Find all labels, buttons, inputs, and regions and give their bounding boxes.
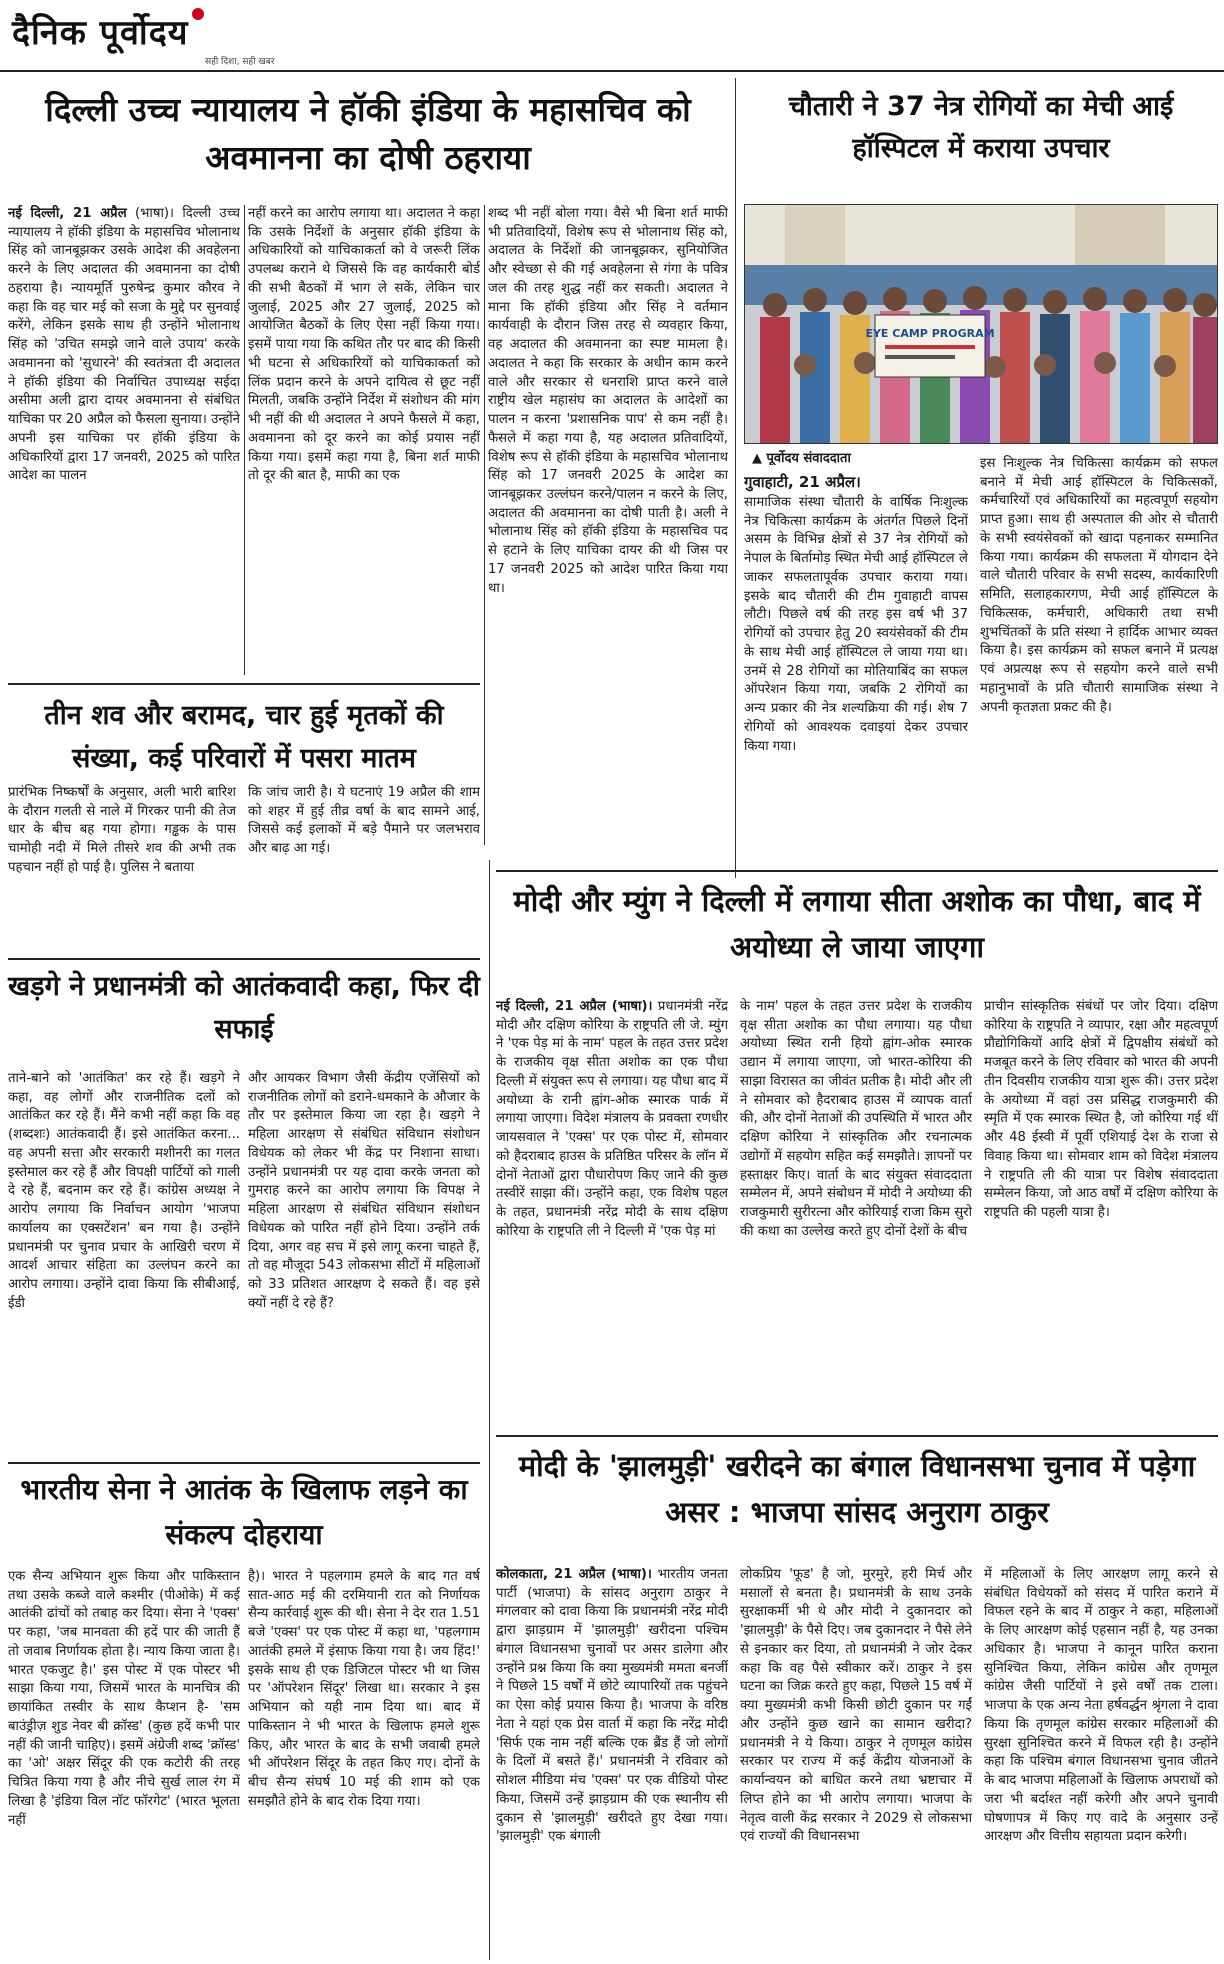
byline-triangle-icon: ▲: [752, 451, 767, 465]
story-divider: [8, 1462, 480, 1464]
story7-column-2: लोकप्रिय 'फूड' है जो, मुरमुरे, हरी मिर्च और मसालों से बनता है। प्रधानमंत्री के साथ उनके सुरक्षाकर्मी भी थे और मोदी ने दुकानदार को 'झालमुड़ी' के पैसे दिए। जब दुकानदार ने पैसे लेने से इनकार कर दिया, तो प्रधानमंत्री ने जोर देकर कहा कि वह पैसे स्वीकार करें। ठाकुर ने इस घटना का जिक्र करते हुए कहा, पिछले 15 वर्ष में क्या मुख्यमंत्री कभी किसी छोटी दुकान पर गईं और उन्होंने कुछ खाने का सामान खरीदा? प्रधानमंत्री ने ये किया। ठाकुर ने तृणमूल कांग्रेस सरकार पर राज्य में कई केंद्रीय योजनाओं के कार्यान्वयन को बाधित करने तथा भ्रष्टाचार में लिप्त होने का भी आरोप लगाया। भाजपा के नेतृत्व वाली केंद्र सरकार ने 2029 से लोकसभा एवं राज्यों की विधानसभा: [740, 1567, 972, 1845]
story3-column-2: कि जांच जारी है। ये घटनाएं 19 अप्रैल की शाम को शहर में हुई तीव्र वर्षा के बाद सामने आई, जिससे कई इलाकों में बड़े पैमाने पर जलभराव और बाढ़ आ गई।: [248, 785, 480, 857]
group-photo-image: [745, 205, 1218, 444]
newspaper-logo: दैनिक पूर्वोदय: [12, 8, 204, 54]
story1-column-3: शब्द भी नहीं बोला गया। वैसे भी बिना शर्त माफी भी प्रतिवादियों, विशेष रूप से भोलानाथ सिंह को, अदालत के निर्देशों की जानबूझकर, सुनियोजित और स्वेच्छा से की गई अवहेलना से गंगा के पवित्र जल की तरह शुद्ध नहीं कर सकती। अदालत ने माना कि हॉकी इंडिया और सिंह ने वर्तमान कार्यवाही के दौरान जिस तरह से व्यवहार किया, वह अदालत की अवमानना का स्पष्ट मामला है। अदालत ने कहा कि सरकार के अधीन काम करने वाले और सरकार से धनराशि प्राप्त करने वाले राष्ट्रीय खेल महासंघ का अदालत के आदेशों का पालन न करना 'प्रशासनिक पाप' से कम नहीं है। फैसले में कहा गया है, यह अदालत प्रतिवादियों, विशेष रूप से हॉकी इंडिया के महासचिव भोलानाथ सिंह को 17 जनवरी 2025 के आदेश का जानबूझकर उल्लंघन करने/पालन न करने के लिए, अदालत की अवमानना का दोषी पाती है। अली ने भोलानाथ सिंह को हॉकी इंडिया के महासचिव पद से हटाने के लिए याचिका दायर की थी जिस पर 17 जनवरी 2025 को आदेश पारित किया गया था।: [488, 206, 728, 596]
story7-dateline: कोलकाता, 21 अप्रैल (भाषा)।: [496, 1567, 652, 1582]
story1-column-1: [8, 205, 240, 675]
story2-byline-text: पूर्वोदय संवाददाता: [766, 451, 851, 465]
story-divider: [496, 870, 1218, 872]
story7-text-1: भारतीय जनता पार्टी (भाजपा) के सांसद अनुराग ठाकुर ने मंगलवार को दावा किया कि प्रधानमंत्री नरेंद्र मोदी द्वारा झाड़ग्राम में 'झालमुड़ी' खरीदना पश्चिम बंगाल विधानसभा चुनावों पर असर डालेगा और उन्होंने प्रश्न किया कि क्या मुख्यमंत्री ममता बनर्जी ने पिछले 15 वर्षों में छोटे व्यापारियों तक पहुंचने का ऐसा कोई प्रयास किया है। भाजपा के वरिष्ठ नेता ने यहां एक प्रेस वार्ता में कहा कि नरेंद्र मोदी 'सिर्फ एक नाम नहीं बल्कि एक ब्रैंड हैं जो लोगों के दिलों में बसते हैं।' प्रधानमंत्री ने रविवार को सोशल मीडिया मंच 'एक्स' पर एक वीडियो पोस्ट किया, जिसमें उन्हें झाड़ग्राम की एक स्थानीय सी दुकान से 'झालमुड़ी' खरीदते हुए देखा गया। 'झालमुड़ी' एक बंगाली: [496, 1567, 728, 1845]
masthead: [0, 0, 1224, 72]
story4-column-1: ताने-बाने को 'आतंकित' कर रहे हैं। खड़गे ने कहा, वह लोगों और राजनीतिक दलों को आतंकित कर रहे हैं। मैंने कभी नहीं कहा कि वह (शब्दशः) आतंकवादी हैं। इसे आतंकित करना... वह अपनी सत्ता और सरकारी मशीनरी का गलत इस्तेमाल कर रहे हैं और विपक्षी पार्टियों को गाली दे रहे हैं, बदनाम कर रहे हैं। कांग्रेस अध्यक्ष ने आरोप लगाया कि निर्वाचन आयोग 'भाजपा कार्यालय का एक्सटेंशन' बन गया है। उन्होंने प्रधानमंत्री पर चुनाव प्रचार के आखिरी चरण में आदर्श आचार संहिता का उल्लंघन करने का आरोप लगाया। उन्होंने दावा किया कि सीबीआई, ईडी: [8, 1071, 240, 1311]
story5-column-1: [496, 998, 728, 1428]
story7-headline: मोदी के 'झालमुड़ी' खरीदने का बंगाल विधानसभा चुनाव में पड़ेगा असर : भाजपा सांसद अनुराग ठाकुर: [518, 1449, 1196, 1530]
tagline: सही दिशा, सही खबर: [205, 57, 275, 67]
story5-column-3: प्राचीन सांस्कृतिक संबंधों पर जोर दिया। दक्षिण कोरिया के राष्ट्रपति ने व्यापार, रक्षा और महत्वपूर्ण प्रौद्योगिकियों आदि क्षेत्रों में द्विपक्षीय संबंधों को मजबूत करने के लिए रविवार को भारत की अपनी तीन दिवसीय राजकीय यात्रा शुरू की। उत्तर प्रदेश के अयोध्या में वहां उस प्रसिद्ध राजकुमारी की स्मृति में एक स्मारक स्थित है, जो कोरिया गई थीं और 48 ईस्वी में पूर्वी एशियाई देश के राजा से विवाह किया था। सोमवार शाम को विदेश मंत्रालय ने राष्ट्रपति ली की यात्रा पर विशेष संवाददाता सम्मेलन किया, जो आठ वर्षों में दक्षिण कोरिया के राष्ट्रपति की पहली यात्रा है।: [984, 999, 1218, 1221]
story1-text-1: (भाषा)। दिल्ली उच्च न्यायालय ने हॉकी इंडिया के महासचिव भोलानाथ सिंह को जानबूझकर उसके आदेश की अवहेलना करने के लिए अदालत की अवमानना का दोषी ठहराया है। न्यायमूर्ति पुरुषेन्द्र कुमार कौरव ने कहा कि वह चार मई को सजा के मुद्दे पर सुनवाई करेंगे, लेकिन इसके साथ ही उन्होंने भोलानाथ सिंह को 'उचित समझे जाने वाले उपाय' करके अवमानना को 'सुधारने' की स्वतंत्रता दी अदालत ने हॉकी इंडिया की निर्वाचित उपाध्यक्ष सईदा असीमा अली द्वारा दायर अवमानना से संबंधित याचिका पर 20 अप्रैल को फैसला सुनाया। उन्होंने अपनी इस याचिका पर हॉकी इंडिया के अधिकारियों द्वारा 17 जनवरी, 2025 को पारित आदेश का पालन: [8, 206, 240, 484]
story4-column-2: और आयकर विभाग जैसी केंद्रीय एजेंसियों को राजनीतिक लोगों को डराने-धमकाने के औजार के तौर पर इस्तेमाल किया जा रहा है। खड़गे ने महिला आरक्षण से संबंधित संविधान संशोधन विधेयक को लेकर भी केंद्र पर निशाना साधा। उन्होंने प्रधानमंत्री पर यह दावा करके जनता को गुमराह करने का आरोप लगाया कि विपक्ष ने महिला आरक्षण से संबंधित संविधान संशोधन विधेयक को पारित नहीं होने दिया। उन्होंने तर्क दिया, अगर वह सच में इसे लागू करना चाहते हैं, तो वह मौजूदा 543 लोकसभा सीटों में महिलाओं को 33 प्रतिशत आरक्षण दे सकते हैं। वह इसे क्यों नहीं दे रहे हैं?: [248, 1071, 480, 1311]
story3-headline: तीन शव और बरामद, चार हुई मृतकों की संख्या, कई परिवारों में पसरा मातम: [44, 700, 444, 775]
story5-dateline: नई दिल्ली, 21 अप्रैल (भाषा)।: [496, 999, 653, 1014]
column-rule: [735, 78, 736, 878]
photo-banner-text: EYE CAMP PROGRAM: [865, 327, 995, 340]
column-rule: [484, 205, 485, 845]
column-rule: [489, 860, 490, 1960]
story2-dateline: गुवाहाटी, 21 अप्रैल।: [744, 473, 861, 491]
story6-column-2: है)। भारत ने पहलगाम हमले के बाद गत वर्ष सात-आठ मई की दरमियानी रात को निर्णायक सैन्य कार्रवाई शुरू की थी। सेना ने देर रात 1.51 बजे 'एक्स' पर एक पोस्ट में कहा था, 'पहलगाम आतंकी हमले में इंसाफ किया गया है। जय हिंद!' इसके साथ ही एक डिजिटल पोस्टर भी था जिस पर 'ऑपरेशन सिंदूर' लिखा था। सरकार ने इस अभियान को यही नाम दिया था। बाद में पाकिस्तान ने भी भारत के खिलाफ हमले शुरू किए, और भारत के बाद के सभी जवाबी हमले भी ऑपरेशन सिंदूर के तहत किए गए। दोनों के बीच सैन्य संघर्ष 10 मई की शाम को एक समझौते होने के बाद रोक दिया गया।: [248, 1569, 480, 1809]
story5-headline: मोदी और म्युंग ने दिल्ली में लगाया सीता अशोक का पौधा, बाद में अयोध्या ले जाया जाएगा: [513, 884, 1201, 965]
logo-dot-icon: [192, 8, 204, 20]
story2-column-2: इस निःशुल्क नेत्र चिकित्सा कार्यक्रम को सफल बनाने में मेची आई हॉस्पिटल के चिकित्सकों, कर्मचारियों एवं अधिकारियों का महत्वपूर्ण सहयोग प्राप्त हुआ। साथ ही अस्पताल की ओर से चौतारी के सभी स्वयंसेवकों को खादा पहनाकर सम्मानित किया गया। कार्यक्रम की सफलता में योगदान देने वाले चौतारी परिवार के सभी सदस्य, कार्यकारिणी समिति, सलाहकारगण, मेची आई हॉस्पिटल के चिकित्सक, कर्मचारी, अधिकारी तथा सभी शुभचिंतकों के प्रति संस्था ने हार्दिक आभार व्यक्त किया है। इस कार्यक्रम को सफल बनाने में प्रत्यक्ष एवं अप्रत्यक्ष रूप से सहयोग करने वाले सभी महानुभावों के प्रति चौतारी सामाजिक संस्था ने अपनी कृतज्ञता प्रकट की है।: [980, 456, 1218, 715]
story2-headline: चौतारी ने 37 नेत्र रोगियों का मेची आई हॉस्पिटल में कराया उपचार: [788, 91, 1174, 164]
story6-column-1: एक सैन्य अभियान शुरू किया और पाकिस्तान तथा उसके कब्जे वाले कश्मीर (पीओके) में कई आतंकी ढांचों को तबाह कर दिया। सेना ने 'एक्स' पर कहा, 'जब मानवता की हदें पार की जाती हैं तो जवाब निर्णायक होता है। न्याय किया जाता है। भारत एकजुट है।' इस पोस्ट में एक पोस्टर भी साझा किया गया, जिसमें भारत के मानचित्र की छायांकित तस्वीर के साथ कैप्शन है- 'सम बाउंड्रीज़ शुड नेवर बी क्रॉस्ड' (कुछ हदें कभी पार नहीं की जानी चाहिए)। इसमें अंग्रेजी शब्द 'क्रॉस्ड' का 'ओ' अक्षर सिंदूर की एक कटोरी की तरह चित्रित किया गया है और नीचे सुर्ख लाल रंग में लिखा है 'इंडिया विल नॉट फॉरगेट' (भारत भूलता नहीं: [8, 1569, 240, 1828]
story-divider: [496, 1435, 1218, 1437]
story6-headline: भारतीय सेना ने आतंक के खिलाफ लड़ने का संकल्प दोहराया: [20, 1473, 468, 1551]
story4-headline: खड़गे ने प्रधानमंत्री को आतंकवादी कहा, फिर दी सफाई: [8, 971, 480, 1046]
story7-column-1: [496, 1566, 728, 1958]
story-divider: [8, 958, 480, 960]
eye-camp-group-photo: [744, 204, 1218, 444]
story3-column-1: प्रारंभिक निष्कर्षों के अनुसार, अली भारी बारिश के दौरान गलती से नाले में गिरकर पानी की तेज धार के बीच बह गया होगा। गड्ढक के पास चामोही नदी में मिले तीसरे शव की अभी तक पहचान नहीं हो पाई है। पुलिस ने बताया: [8, 785, 236, 875]
story1-column-2: नहीं करने का आरोप लगाया था। अदालत ने कहा कि उसके निर्देशों के अनुसार हॉकी इंडिया के अधिकारियों को याचिकाकर्ता को वे जरूरी लिंक उपलब्ध कराने थे जिससे कि वह कार्यकारी बोर्ड की सभी बैठकों में भाग ले सकें, लेकिन चार जुलाई, 2025 और 27 जुलाई, 2025 को आयोजित बैठकों के लिए ऐसा नहीं किया गया। इसमें पाया गया कि कथित तौर पर बाद की किसी भी घटना से अधिकारियों को याचिकाकर्ता को लिंक प्रदान करने के अपने दायित्व से छूट नहीं मिलती, जबकि उन्होंने निर्देश में संशोधन की मांग भी नहीं की थी अदालत ने अपने फैसले में कहा, अवमानना को दूर करने का कोई प्रयास नहीं किया गया। इसमें कहा गया है, बिना शर्त माफी तो दूर की बात है, माफी का एक: [248, 206, 480, 484]
story5-column-2: के नाम' पहल के तहत उत्तर प्रदेश के राजकीय वृक्ष सीता अशोक का पौधा लगाया। यह पौधा अयोध्या स्थित रानी हियो ह्वांग-ओक स्मारक उद्यान में लगाया जाएगा, जो भारत-कोरिया की साझा विरासत का जीवंत प्रतीक है। मोदी और ली ने सोमवार को हैदराबाद हाउस में व्यापक वार्ता की, और दोनों नेताओं की उपस्थिति में भारत और दक्षिण कोरिया ने सांस्कृतिक और रचनात्मक उद्योगों में सहयोग सहित कई समझौते। ज्ञापनों पर हस्ताक्षर किए। वार्ता के बाद संयुक्त संवाददाता सम्मेलन में, अपने संबोधन में मोदी ने अयोध्या की राजकुमारी सुरीरत्ना और कोरियाई राजा किम सुरो की कथा का उल्लेख करते हुए दोनों देशों के बीच: [740, 999, 972, 1239]
story1-dateline: नई दिल्ली, 21 अप्रैल: [8, 206, 127, 221]
story2-byline: [752, 450, 968, 465]
story5-text-1: प्रधानमंत्री नरेंद्र मोदी और दक्षिण कोरिया के राष्ट्रपति ली जे. म्युंग ने 'एक पेड़ मां के नाम' पहल के तहत उत्तर प्रदेश के राजकीय वृक्ष सीता अशोक का एक पौधा दिल्ली में संयुक्त रूप से लगाया। यह पौधा बाद में अयोध्या के रानी ह्वांग-ओक स्मारक पार्क में लगाया जाएगा। विदेश मंत्रालय के प्रवक्ता रणधीर जायसवाल ने 'एक्स' पर एक पोस्ट में, सोमवार को हैदराबाद हाउस के प्रतिष्ठित परिसर के लॉन में दोनों नेताओं द्वारा पौधारोपण किए जाने की कुछ तस्वीरें साझा कीं। उन्होंने कहा, एक विशेष पहल के तहत, प्रधानमंत्री नरेंद्र मोदी के साथ दक्षिण कोरिया के राष्ट्रपति ली ने दिल्ली में 'एक पेड़ मां: [496, 999, 728, 1239]
story-divider: [8, 683, 480, 685]
story1-headline: दिल्ली उच्च न्यायालय ने हॉकी इंडिया के महासचिव को अवमानना का दोषी ठहराया: [45, 90, 691, 177]
story7-column-3: में महिलाओं के लिए आरक्षण लागू करने से संबंधित विधेयकों को संसद में पारित कराने में विफल रहने के बाद में ठाकुर ने कहा, महिलाओं के लिए आरक्षण कोई एहसान नहीं है, यह उनका अधिकार है। भाजपा ने कानून पारित कराना सुनिश्चित किया, लेकिन कांग्रेस और तृणमूल कांग्रेस जैसी पार्टियों ने इसे वर्षों तक टाला। भाजपा के एक अन्य नेता हर्षवर्द्धन श्रृंगला ने दावा किया कि तृणमूल कांग्रेस सरकार महिलाओं की सुरक्षा सुनिश्चित करने में विफल रही है। उन्होंने कहा कि पश्चिम बंगाल विधानसभा चुनाव जीतने के बाद भाजपा महिलाओं के खिलाफ अपराधों को जरा भी बर्दाश्त नहीं करेगी और अपने चुनावी घोषणापत्र में किए गए वादे के अनुसार उन्हें आरक्षण और वित्तीय सहायता प्रदान करेगी।: [984, 1567, 1218, 1845]
story2-column-1: सामाजिक संस्था चौतारी के वार्षिक निःशुल्क नेत्र चिकित्सा कार्यक्रम के अंतर्गत पिछले दिनों असम के विभिन्न क्षेत्रों से 37 नेत्र रोगियों को नेपाल के बिर्तामोड़ स्थित मेची आई हॉस्पिटल ले जाकर सफलतापूर्वक उपचार कराया गया। इसके बाद चौतारी की टीम गुवाहाटी वापस लौटी। पिछले वर्ष की तरह इस वर्ष भी 37 रोगियों को उपचार हेतु 20 स्वयंसेवकों की टीम के साथ मेची आई हॉस्पिटल ले जाया गया था। उनमें से 28 रोगियों का मोतियाबिंद का सफल ऑपरेशन किया गया, जबकि 2 रोगियों का अन्य प्रकार की नेत्र शल्यक्रिया की गई। शेष 7 रोगियों को आवश्यक दवाइयां देकर उपचार किया गया।: [744, 495, 968, 754]
column-rule: [244, 205, 245, 675]
